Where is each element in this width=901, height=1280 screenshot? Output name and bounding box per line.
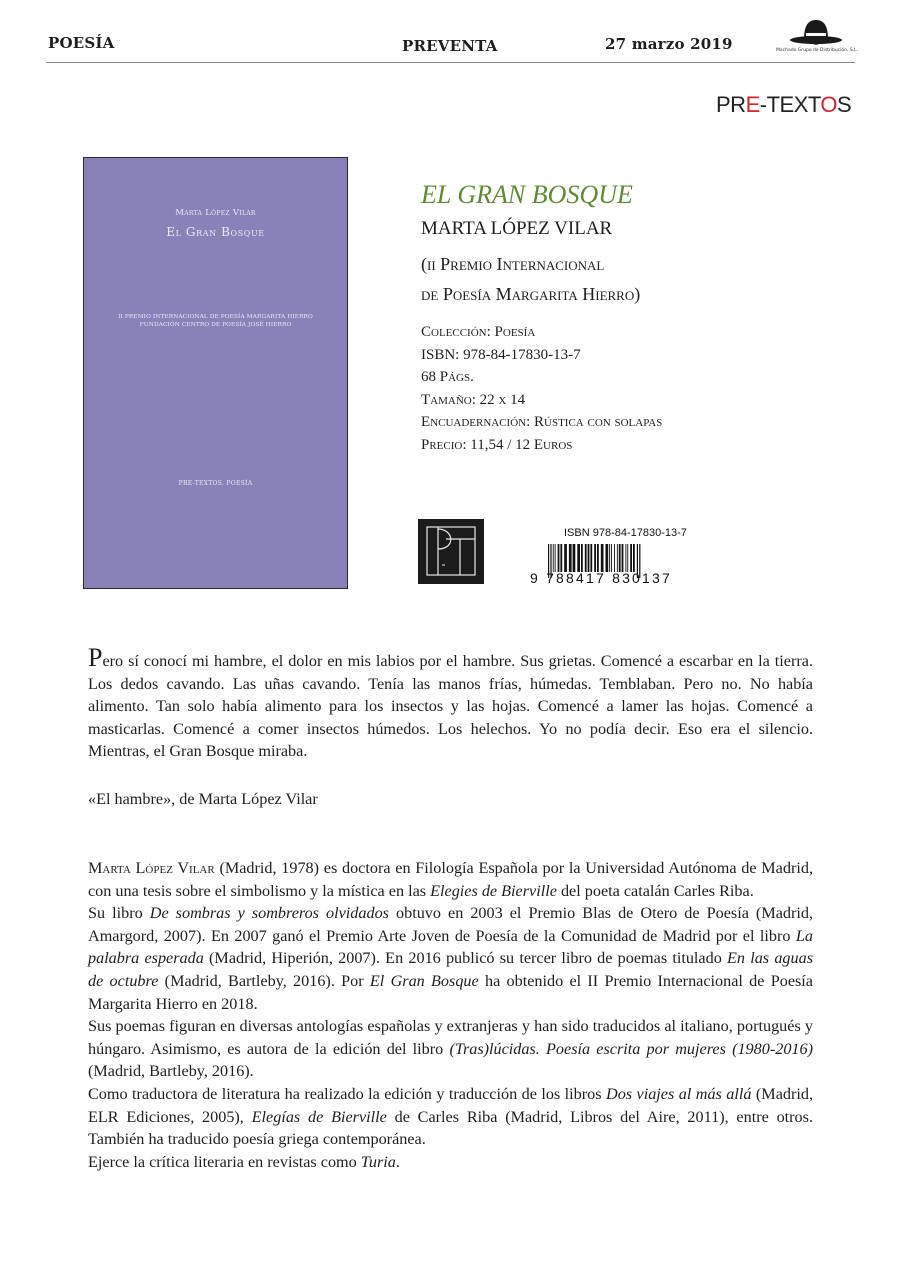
barcode-isbn-label: ISBN 978-84-17830-13-7 [564,527,687,539]
collection-logo [418,519,484,584]
isbn-barcode [530,520,720,590]
bio-book-title: Dos viajes al más allá [606,1084,752,1103]
barcode-bar [594,544,596,572]
bio-book-title: El Gran Bosque [369,971,479,990]
header-status: PREVENTA [402,37,498,55]
bio-author-name: Marta López Vilar [88,859,215,877]
publisher-logo-part1: PR [716,92,746,117]
bio-book-title: En las aguas de octubre [88,949,813,990]
bio-paragraph-5 [88,1151,813,1174]
barcode-bar [622,544,624,572]
cover-imprint: PRE-TEXTOS. POESÍA [178,480,253,487]
hat-icon [776,14,856,48]
pt-monogram-icon [418,519,484,584]
barcode-bar [611,544,612,572]
barcode-bar [569,544,572,572]
header-date: 27 marzo 2019 [605,35,733,53]
book-metadata [421,321,662,456]
publisher-logo-part2: -TEXT [759,92,821,117]
distributor-logo [776,14,859,60]
bio-text: Su libro [88,904,150,923]
header-divider [46,62,855,63]
barcode-bar [553,544,554,572]
barcode-bar [588,544,590,572]
bio-book-title: Elegías de Bierville [251,1107,387,1126]
barcode-bar [581,544,583,572]
bio-text: del poeta catalán Carles Riba. [556,881,754,900]
meta-price: Precio: 11,54 / 12 Euros [421,436,573,453]
barcode-bar [601,544,604,572]
book-prize [421,249,640,309]
barcode-bar [558,544,560,572]
bio-text: (Madrid, 1978) es doctora en Filología Española por la Universidad Autónoma de Madrid, con una tesis sobre el simbolismo y la mística en las [88,859,813,900]
excerpt-credit: «El hambre», de Marta López Vilar [88,790,318,808]
bio-book-title: Elegies de Bierville [430,881,557,900]
excerpt-paragraph [88,643,813,763]
barcode-bar [609,544,610,572]
cover-prize-line2: FUNDACIÓN CENTRO DE POESÍA JOSÉ HIERRO [139,322,292,328]
barcode-bar [564,544,567,572]
barcode-bar [555,544,556,572]
excerpt-text: ero sí conocí mi hambre, el dolor en mis labios por el hambre. Sus grietas. Comencé a escarbar en la tierra. Los dedos cavando. Las uñas cavando. Tenía las manos frías, húmedas. Temblaban. Pero no. No había alimento. Tan solo había alimento para los insectos y las hojas. Comencé a lamer las hojas. Comencé a masticarlas. Comencé a comer insectos húmedos. Los helechos. Yo no podía decir. Eso era el silencio. Mientras, el Gran Bosque miraba. [88,652,813,761]
bio-paragraph-1 [88,857,813,902]
barcode-bar [597,544,599,572]
book-prize-line1: (ii Premio Internacional [421,254,605,274]
meta-isbn: ISBN: 978-84-17830-13-7 [421,346,581,363]
cover-prize-line1: II PREMIO INTERNACIONAL DE POESÍA MARGARITA HIERRO [118,314,313,320]
bio-text: Ejerce la crítica literaria en revistas como [88,1152,361,1171]
cover-author: Marta López Vilar [175,208,256,218]
bio-text: . [395,1152,400,1171]
author-biography [88,857,813,1173]
excerpt-dropcap: P [88,643,103,672]
barcode-number: 9 788417 830137 [530,570,672,586]
bio-text: (Madrid, Bartleby, 2016). [88,1062,254,1081]
publisher-logo-accent-o: O [820,92,838,117]
barcode-bar [619,544,621,572]
bio-book-title: De sombras y sombreros olvidados [149,904,389,923]
book-title: EL GRAN BOSQUE [421,180,633,209]
barcode-bar [630,544,632,572]
bio-book-title: (Tras)lúcidas. Poesía escrita por mujeres (1980-2016) [449,1039,813,1058]
publisher-logo [716,92,851,118]
barcode-bar [633,544,635,572]
book-cover [83,157,348,589]
barcode-bar [627,544,628,572]
meta-binding: Encuadernación: Rústica con solapas [421,414,663,430]
bio-text: (Madrid, Bartleby, 2016). Por [158,971,370,990]
bio-text: de Carles Riba (Madrid, Libros del Aire, 2011), entre otros. También ha traducido poesía griega contemporánea. [88,1107,813,1149]
meta-pages: 68 Págs. [421,369,474,385]
bio-text: Como traductora de literatura ha realizado la edición y traducción de los libros [88,1084,606,1103]
bio-journal-title: Turia [360,1152,396,1171]
bio-paragraph-3 [88,1015,813,1083]
bio-text: Sus poemas figuran en diversas antologías españolas y extranjeras y han sido traducidos al italiano, portugués y húngaro. Asimismo, es autora de la edición del libro [88,1017,813,1058]
bio-book-title: La palabra esperada [88,926,813,968]
bio-text: (Madrid, ELR Ediciones, 2005), [88,1084,814,1126]
barcode-bar [590,544,592,572]
cover-title: El Gran Bosque [166,225,265,239]
bio-text: (Madrid, Hiperión, 2007). En 2016 publicó su tercer libro de poemas titulado [203,949,728,968]
bio-text: ha obtenido el II Premio Internacional de Poesía Margarita Hierro en 2018. [88,971,813,1013]
bio-text: obtuvo en 2003 el Premio Blas de Otero de Poesía (Madrid, Amargord, 2007). En 2007 ganó el Premio Arte Joven de Poesía de la Comunidad de Madrid por el libro [88,904,814,945]
barcode-bar [606,544,609,572]
barcode-bar [577,544,580,572]
publisher-logo-accent-e: E [745,92,760,117]
meta-size: Tamaño: 22 x 14 [421,391,526,408]
publisher-logo-part3: S [837,92,852,117]
book-author: MARTA LÓPEZ VILAR [421,218,613,239]
book-prize-line2: de Poesía Margarita Hierro) [421,284,641,304]
barcode-bar [585,544,587,572]
distributor-caption: Machado Grupo de Distribución, S.L. [776,48,859,53]
header-section: POESÍA [48,34,115,52]
meta-collection: Colección: Poesía [421,324,536,340]
barcode-bar [614,544,615,572]
bio-paragraph-4 [88,1083,813,1151]
bio-paragraph-2 [88,902,813,1015]
barcode-bar [560,544,562,572]
barcode-bar [625,544,626,572]
barcode-bar [617,544,618,572]
barcode-bar [573,544,576,572]
